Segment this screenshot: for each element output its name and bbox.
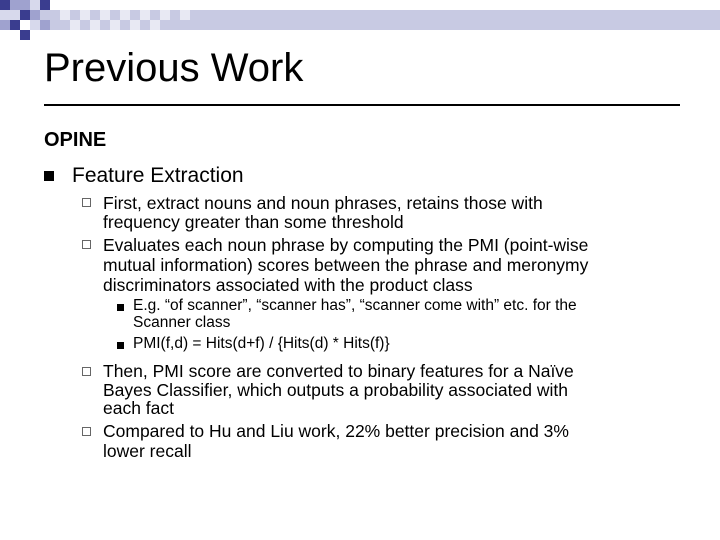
item-2-line-3: discriminators associated with the product class — [103, 275, 473, 295]
bullet-square-icon — [117, 342, 124, 349]
checkbox-bullet-icon — [82, 240, 91, 249]
item-4-line-2: lower recall — [103, 441, 192, 461]
checkbox-bullet-icon — [82, 198, 91, 207]
bullet-square-icon — [44, 171, 54, 181]
checkbox-bullet-icon — [82, 427, 91, 436]
slide-title: Previous Work — [44, 46, 304, 90]
item-4-line-1: Compared to Hu and Liu work, 22% better precision and 3% — [103, 421, 569, 441]
title-divider — [44, 104, 680, 106]
level1-text: Feature Extraction — [72, 164, 244, 187]
item-3-line-1: Then, PMI score are converted to binary features for a Naïve — [103, 361, 574, 381]
section-heading: OPINE — [44, 129, 107, 151]
subitem-1-line-1: E.g. “of scanner”, “scanner has”, “scanner come with” etc. for the — [133, 297, 577, 314]
item-3-line-3: each fact — [103, 398, 175, 418]
bullet-square-icon — [117, 304, 124, 311]
header-decoration — [0, 0, 720, 40]
item-2-line-2: mutual information) scores between the phrase and meronymy — [103, 255, 589, 275]
item-1-line-1: First, extract nouns and noun phrases, retains those with — [103, 193, 543, 213]
subitem-1-line-2: Scanner class — [133, 314, 231, 331]
item-1-line-2: frequency greater than some threshold — [103, 212, 404, 232]
item-2-line-1: Evaluates each noun phrase by computing the PMI (point-wise — [103, 235, 589, 255]
item-3-line-2: Bayes Classifier, which outputs a probability associated with — [103, 380, 568, 400]
subitem-2-line-1: PMI(f,d) = Hits(d+f) / {Hits(d) * Hits(f)} — [133, 335, 390, 352]
checkbox-bullet-icon — [82, 367, 91, 376]
